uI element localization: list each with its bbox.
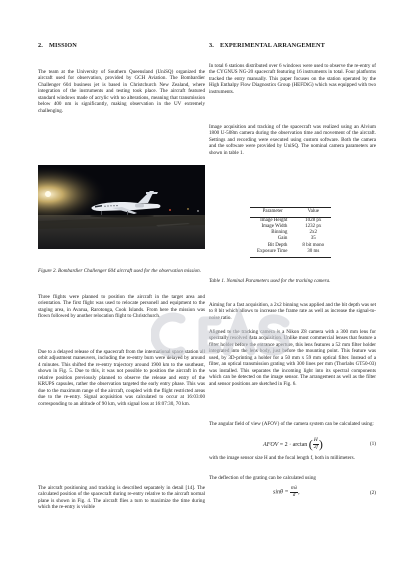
camera-parameters-table <box>250 207 331 258</box>
arrangement-paragraph-3: Aiming for a fast acquisition, a 2x2 binning was applied and the bit depth was set to 8 bit which allows to increase the frame rate as well as increase the signal-to-noise ratio. <box>209 302 376 321</box>
table-cell-value: 30 ms <box>307 248 320 254</box>
table-header-parameter: Parameter <box>250 208 295 218</box>
table-cell-value: 1232 px <box>305 224 322 229</box>
table-cell-parameter: Binning <box>271 230 288 236</box>
table-cell-value: 2x2 <box>309 230 317 236</box>
arrangement-paragraph-5: The angular field of view (AFOV) of the camera system can be calculated using: <box>209 421 374 427</box>
table-cell-parameter: Exposure Time <box>257 248 288 254</box>
equation-1-denominator: 2f <box>313 444 318 450</box>
table-cell-value: 1028 px <box>305 217 322 223</box>
arrangement-paragraph-4: Aligned to the tracking camera is a Nikon Z8 camera with a 300 mm lens for spectrally resolved data acquisition. Unlike most commercial lenses that feature a filter holder before the entrance aperture, this lens features a 52 mm filter holder integrated into the lens body, just before the mounting point. This feature was used, by 3D-printing a holder for a 50 mm x 59 mm optical filter. Instead of a filter, an optical transmission grating with 300 lines per mm (Thorlabs GT50-03) was installed. This separates the incoming light into its spectral components which can be detected on the image sensor. The arrangement as well as the filter and sensor positions are sketched in Fig. 6. <box>209 329 376 387</box>
aircraft-figure <box>38 165 205 249</box>
equation-2-denominator: d <box>292 491 296 498</box>
aircraft-night-photo-icon <box>38 165 205 249</box>
figure-2-caption: Figure 2. Bombardier Challenger 604 aircraft used for the observation mission. <box>38 268 201 274</box>
table-1-caption: Table 1. Nominal Parameters used for the tracking camera. <box>209 278 331 284</box>
table-cell-value: 8 bit mono <box>302 242 325 248</box>
arrangement-paragraph-2: Image acquisition and tracking of the spacecraft was realized using an Alvium 1800 U-508m camera during the observation time and movement of the aircraft. Settings and recording were executed using custom software. Both the camera and the software were provided by UniSQ. The nominal camera parameters are shown in table 1. <box>209 124 376 156</box>
table-cell-parameter: Gain <box>277 236 288 242</box>
table-cell-parameter: Image Height <box>260 217 288 223</box>
table-row <box>250 249 331 257</box>
equation-1-lhs: AFOV <box>263 441 279 448</box>
table-cell-parameter: Bit Depth <box>267 242 288 248</box>
mission-paragraph-3: Due to a delayed release of the spacecraft from the international space station all orbit adjustment maneuvers, including the re-entry burn were delayed by around 4 minutes. This shifted the re-entry trajectory around 1900 km to the southeast, shown in Fig. 5. Due to this, it was not possible to position the aircraft in the relative position previously planned to observe the release and entry of the KRUPS capsules, rather the observation targeted the early entry phase. This was due to the maximum range of the aircraft, coupled with the flight restricted areas due to the re-entry. Signal acquisition was calculated to occur at 16:03:00 corresponding to an altitude of 90 km, with signal loss at 16:07:30, 70 km. <box>38 349 205 407</box>
equation-2-number: (2) <box>369 490 376 496</box>
equation-2: sinθ = $\frac{m\lambda}{d}$ , (2) <box>273 485 376 498</box>
table-cell-parameter: Image Width <box>261 224 288 229</box>
table-header-row <box>250 208 331 218</box>
equation-1-operator: = 2 · arctan <box>279 441 308 448</box>
equation-1-number: (1) <box>369 441 376 447</box>
table-cell-value: 35 <box>310 236 316 242</box>
arrangement-paragraph-7: The deflection of the grating can be calculated using <box>209 475 316 481</box>
equation-1-numerator: H <box>313 437 318 444</box>
section-heading-experimental-arrangement: 3. EXPERIMENTAL ARRANGEMENT <box>209 42 325 49</box>
arrangement-paragraph-6: with the image sensor size H and the focal length f, both in millimeters. <box>209 455 355 461</box>
section-heading-mission: 2. MISSION <box>38 42 77 49</box>
equation-2-numerator: mλ <box>291 485 298 491</box>
arrangement-paragraph-1: In total 6 stations distributed over 6 windows were used to observe the re-entry of the CYGNUS NG-20 spacecraft featuring 16 instruments in total. Four platforms tracked the entry manually. This paper focuses on the station operated by the High Enthalpy Flow Diagnostics Group (HEFDiG) which was equipped with two instruments. <box>209 63 376 95</box>
mission-paragraph-2: Three flights were planned to position the aircraft in the target area and orientation. The first flight was used to relocate personell and equipment to the staging area, in Avarua, Rarotonga, Cook Islands. From here the mission was flown followed by another relocation flight to Christchurch. <box>38 294 205 320</box>
table-row <box>250 217 331 224</box>
mission-paragraph-4: The aircraft positioning and tracking is described separately in detail [14]. The calculated position of the spacecraft during re-entry relative to the aircraft normal plane is shown in Fig. 4. The aircraft flies a turn to maximize the time during which the re-entry is visible <box>38 485 205 511</box>
mission-paragraph-1: The team at the University of Southern Queensland (UniSQ) organized the aircraft used for observation, provided by GCH Aviation. The Bombardier Challenger 604 business jet is based in Christchurch New Zealand, where integration of the instruments and testing took place. The aircraft featured standard windows made of acrylic with no alterations, meaning that transmission below 400 nm is significantly, making observation in the UV extremely challenging. <box>38 69 205 114</box>
equation-2-lhs: sinθ = <box>273 489 289 496</box>
table-header-value: Value <box>295 208 331 218</box>
equation-1: AFOV = 2 · arctan ( $\frac{H}{2f}$ ) (1) <box>263 437 376 451</box>
